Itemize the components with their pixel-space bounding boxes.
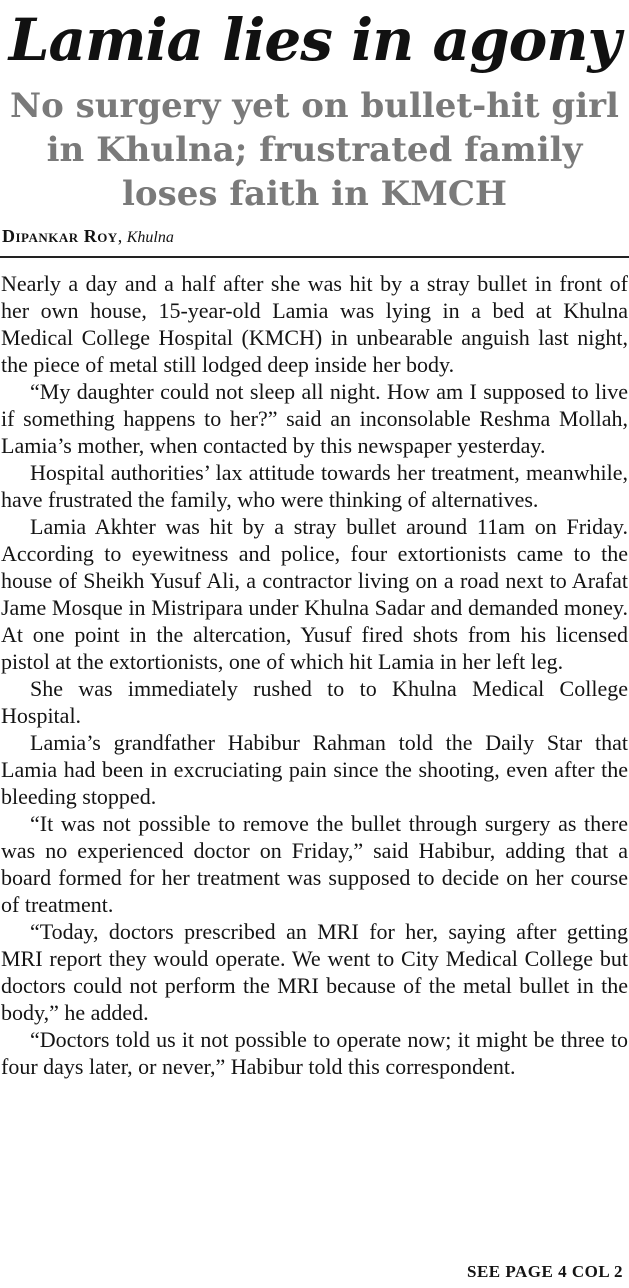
- headline: Lamia lies in agony: [8, 6, 621, 74]
- byline-location: Khulna: [126, 229, 174, 246]
- paragraph: Lamia Akhter was hit by a stray bullet around 11am on Friday. According to eyewitness and police, four extortionists came to the house of Sheikh Yusuf Ali, a contractor living on a road next to Arafat Jame Mosque in Mistripara under Khulna Sadar and demanded money. At one point in the altercation, Yusuf fired shots from his licensed pistol at the extortionists, one of which hit Lamia in her left leg.: [1, 514, 628, 674]
- article-body: [0, 270, 629, 1080]
- paragraph: Lamia’s grandfather Habibur Rahman told the Daily Star that Lamia had been in excruciating pain since the shooting, even after the bleeding stopped.: [1, 730, 628, 809]
- continued-jump-line: SEE PAGE 4 COL 2: [467, 1262, 623, 1281]
- byline-author: Dipankar Roy: [2, 226, 118, 246]
- byline: [2, 224, 629, 250]
- byline-rule: [0, 256, 629, 258]
- paragraph: “My daughter could not sleep all night. How am I supposed to live if something happens to her?” said an inconsolable Reshma Mollah, Lamia’s mother, when contacted by this newspaper yesterday.: [1, 379, 628, 458]
- subheadline: No surgery yet on bullet-hit girl in Khulna; frustrated family loses faith in KMCH: [10, 86, 619, 214]
- paragraph: “Today, doctors prescribed an MRI for her, saying after getting MRI report they would operate. We went to City Medical College but doctors could not perform the MRI because of the metal bullet in the body,” he added.: [1, 919, 628, 1025]
- byline-separator: ,: [117, 226, 127, 246]
- paragraph: She was immediately rushed to to Khulna Medical College Hospital.: [1, 676, 628, 728]
- paragraph: Nearly a day and a half after she was hit by a stray bullet in front of her own house, 15-year-old Lamia was lying in a bed at Khulna Medical College Hospital (KMCH) in unbearable anguish last night, the piece of metal still lodged deep inside her body.: [1, 271, 628, 377]
- paragraph: Hospital authorities’ lax attitude towards her treatment, meanwhile, have frustrated the family, who were thinking of alternatives.: [1, 460, 628, 512]
- paragraph: “Doctors told us it not possible to operate now; it might be three to four days later, or never,” Habibur told this correspondent.: [1, 1027, 628, 1079]
- paragraph: “It was not possible to remove the bullet through surgery as there was no experienced doctor on Friday,” said Habibur, adding that a board formed for her treatment was supposed to decide on her course of treatment.: [1, 811, 628, 917]
